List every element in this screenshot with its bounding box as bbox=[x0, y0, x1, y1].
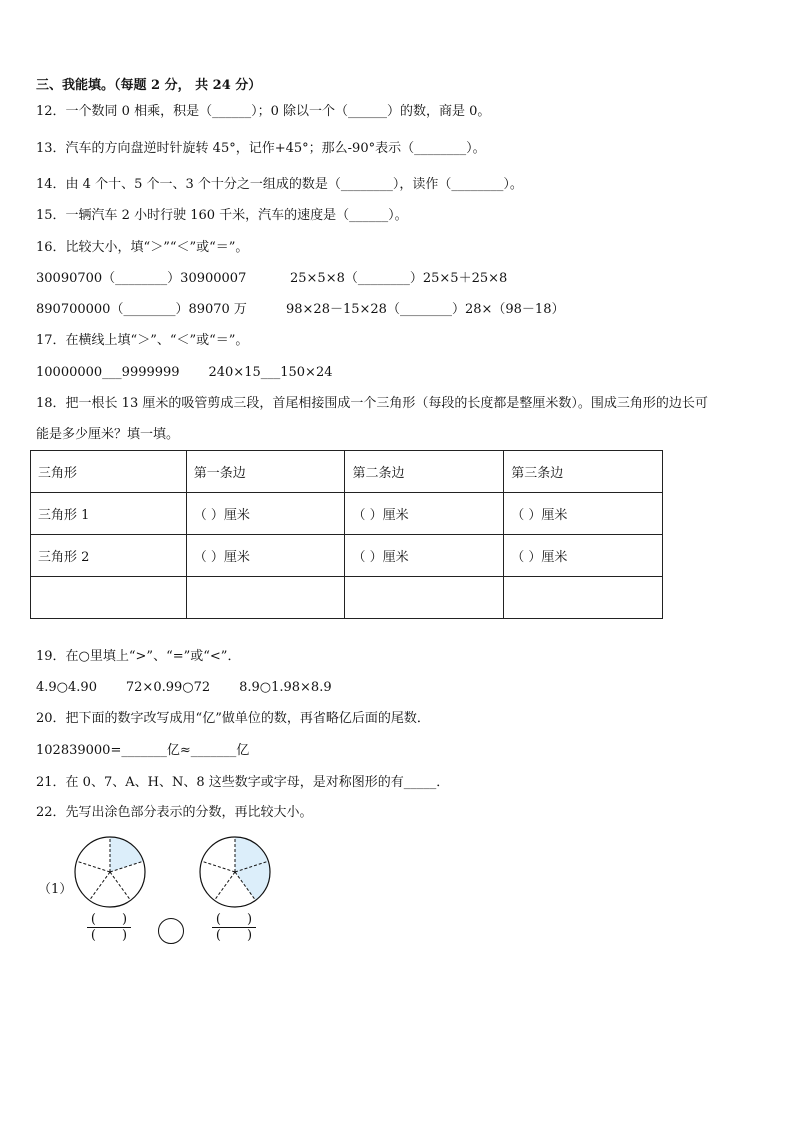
question-16-stem: 16．比较大小，填“＞”“＜”或“＝”。 bbox=[36, 240, 249, 255]
table-cell-blank[interactable]: （ ）厘米 bbox=[504, 535, 663, 577]
question-21: 21．在 0、7、A、H、N、8 这些数字或字母，是对称图形的有_____． bbox=[36, 775, 450, 790]
compare-circle[interactable] bbox=[158, 918, 184, 944]
table-header: 第二条边 bbox=[345, 451, 504, 493]
question-19-stem: 19．在○里填上“>”、“=”或“<”． bbox=[36, 649, 241, 664]
question-13: 13．汽车的方向盘逆时针旋转 45°，记作+45°；那么-90°表示（________）。 bbox=[36, 141, 486, 156]
table-cell-blank[interactable]: （ ）厘米 bbox=[345, 535, 504, 577]
fraction-denominator[interactable]: ( ) bbox=[90, 928, 128, 943]
fraction-numerator[interactable]: ( ) bbox=[90, 912, 128, 927]
question-17-items: 10000000___9999999 240×15___150×24 bbox=[36, 365, 333, 380]
table-header: 第三条边 bbox=[504, 451, 663, 493]
table-row bbox=[31, 577, 663, 619]
fraction-blank-right[interactable] bbox=[210, 912, 258, 943]
table-cell-blank[interactable]: （ ）厘米 bbox=[186, 535, 345, 577]
table-header: 第一条边 bbox=[186, 451, 345, 493]
pie-divider bbox=[77, 861, 110, 872]
pie-divider bbox=[214, 872, 235, 900]
question-16-item-2b: 98×28－15×28（________）28×（98－18） bbox=[286, 302, 565, 317]
question-16-item-2a: 890700000（________）89070 万 bbox=[36, 302, 247, 317]
table-cell: 三角形 2 bbox=[31, 535, 187, 577]
question-19-items: 4.9○4.90 72×0.99○72 8.9○1.98×8.9 bbox=[36, 680, 332, 695]
table-cell-blank[interactable]: （ ）厘米 bbox=[345, 493, 504, 535]
pie-divider bbox=[89, 872, 110, 900]
fraction-denominator[interactable]: ( ) bbox=[215, 928, 253, 943]
pie-chart-left bbox=[72, 834, 148, 910]
table-cell-blank[interactable]: （ ）厘米 bbox=[186, 493, 345, 535]
question-14: 14．由 4 个十、5 个一、3 个十分之一组成的数是（________），读作（________）。 bbox=[36, 177, 523, 192]
question-22-stem: 22．先写出涂色部分表示的分数，再比较大小。 bbox=[36, 805, 313, 820]
table-cell[interactable] bbox=[186, 577, 345, 619]
table-cell[interactable] bbox=[345, 577, 504, 619]
pie-divider bbox=[202, 861, 235, 872]
table-header-row bbox=[31, 451, 663, 493]
table-row bbox=[31, 535, 663, 577]
pie-chart-right bbox=[197, 834, 273, 910]
table-cell[interactable] bbox=[504, 577, 663, 619]
fraction-blank-left[interactable] bbox=[85, 912, 133, 943]
table-cell[interactable] bbox=[31, 577, 187, 619]
question-12: 12．一个数同 0 相乘，积是（______）；0 除以一个（______）的数，商是 0。 bbox=[36, 104, 491, 119]
question-20-items: 102839000=_______亿≈_______亿 bbox=[36, 743, 250, 758]
table-cell-blank[interactable]: （ ）厘米 bbox=[504, 493, 663, 535]
question-18-stem-line2: 能是多少厘米？填一填。 bbox=[36, 427, 180, 442]
question-15: 15．一辆汽车 2 小时行驶 160 千米，汽车的速度是（______）。 bbox=[36, 208, 408, 223]
question-18-stem-line1: 18．把一根长 13 厘米的吸管剪成三段，首尾相接围成一个三角形（每段的长度都是整厘米数）。围成三角形的边长可 bbox=[36, 396, 708, 411]
pie-divider bbox=[110, 872, 131, 900]
table-header: 三角形 bbox=[31, 451, 187, 493]
question-16-item-1b: 25×5×8（________）25×5＋25×8 bbox=[290, 271, 508, 286]
question-22-label: （1） bbox=[38, 882, 73, 897]
fraction-numerator[interactable]: ( ) bbox=[215, 912, 253, 927]
question-16-item-1a: 30090700（________）30900007 bbox=[36, 271, 247, 286]
table-cell: 三角形 1 bbox=[31, 493, 187, 535]
table-row bbox=[31, 493, 663, 535]
question-17-stem: 17．在横线上填“＞”、“＜”或“＝”。 bbox=[36, 333, 249, 348]
question-20-stem: 20．把下面的数字改写成用“亿”做单位的数，再省略亿后面的尾数． bbox=[36, 711, 430, 726]
section-title: 三、我能填。（每题 2 分， 共 24 分） bbox=[36, 78, 262, 93]
triangle-table bbox=[30, 450, 663, 619]
